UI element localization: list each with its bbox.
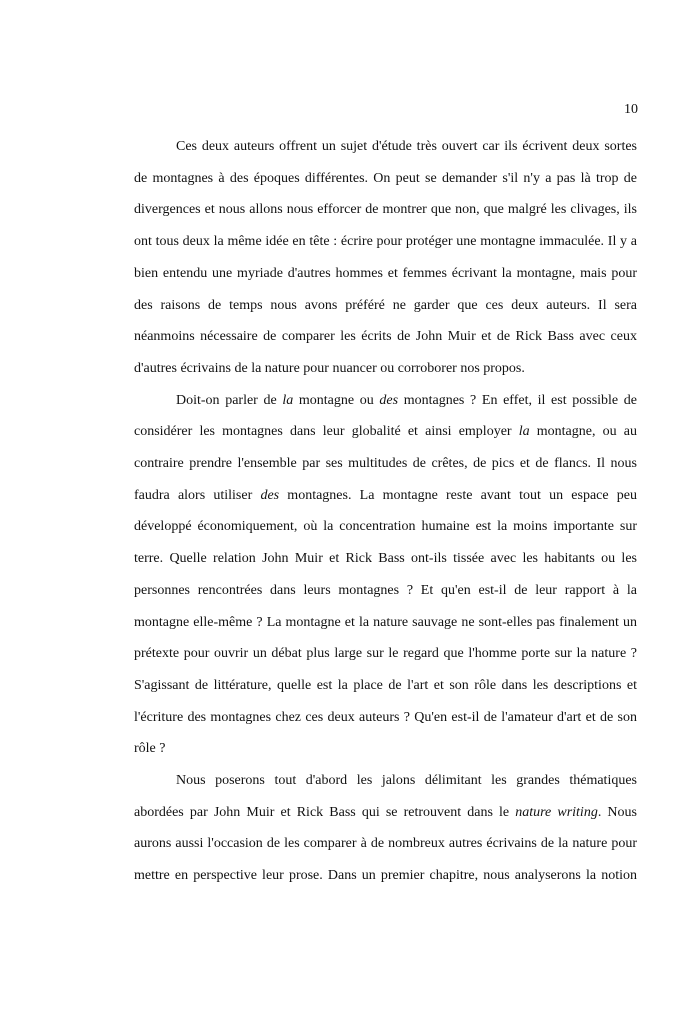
text-line: d'autres écrivains de la nature pour nuancer ou corroborer nos propos.	[134, 360, 525, 376]
text-line: divergences et nous allons nous efforcer de montrer que non, que malgré les clivages, ils	[134, 202, 637, 218]
italic-term: la	[282, 392, 294, 408]
italic-term: des	[379, 392, 399, 408]
text-line: contraire prendre l'ensemble par ses multitudes de crêtes, de pics et de flancs. Il nous	[134, 456, 637, 472]
text-line: terre. Quelle relation John Muir et Rick Bass ont-ils tissée avec les habitants ou les	[134, 551, 637, 567]
text-run: montagnes. La montagne reste avant tout un espace peu	[279, 487, 638, 503]
text-line: de montagnes à des époques différentes. On peut se demander s'il n'y a pas là trop de	[134, 170, 637, 186]
text-run: montagne ou	[293, 392, 380, 408]
text-run: montagne, ou au	[529, 424, 638, 440]
text-run: abordées par John Muir et Rick Bass qui se retrouvent dans le	[134, 804, 516, 820]
text-line	[134, 480, 637, 512]
italic-term: la	[518, 424, 530, 440]
text-run: considérer les montagnes dans leur globalité et ainsi employer	[134, 424, 519, 440]
text-run: montagnes ? En effet, il est possible de	[398, 392, 637, 408]
text-line: développé économiquement, où la concentration humaine est la moins importante sur	[134, 519, 637, 535]
page-number: 10	[624, 102, 638, 117]
text-run: faudra alors utiliser	[134, 487, 261, 503]
body-text	[134, 131, 637, 892]
text-line: montagne elle-même ? La montagne et la nature sauvage ne sont-elles pas finalement un	[134, 614, 637, 630]
italic-term: nature writing	[515, 804, 598, 820]
text-line	[134, 385, 637, 417]
text-line	[134, 797, 637, 829]
text-line: l'écriture des montagnes chez ces deux auteurs ? Qu'en est-il de l'amateur d'art et de son	[134, 709, 637, 725]
italic-term: des	[260, 487, 280, 503]
text-run: . Nous	[597, 804, 637, 820]
text-run: Doit-on parler de	[176, 392, 283, 408]
text-line: mettre en perspective leur prose. Dans un premier chapitre, nous analyserons la notion	[134, 868, 637, 884]
text-line: rôle ?	[134, 741, 166, 757]
paragraph-1	[134, 131, 637, 385]
text-line: personnes rencontrées dans leurs montagnes ? Et qu'en est-il de leur rapport à la	[134, 582, 637, 598]
text-line: néanmoins nécessaire de comparer les écrits de John Muir et de Rick Bass avec ceux	[134, 329, 637, 345]
text-line: bien entendu une myriade d'autres hommes et femmes écrivant la montagne, mais pour	[134, 265, 637, 281]
text-line	[134, 416, 637, 448]
text-line: S'agissant de littérature, quelle est la place de l'art et son rôle dans les descriptions et	[134, 677, 637, 693]
text-line: aurons aussi l'occasion de les comparer à de nombreux autres écrivains de la nature pour	[134, 836, 637, 852]
text-line: des raisons de temps nous avons préféré ne garder que ces deux auteurs. Il sera	[134, 297, 637, 313]
text-line: ont tous deux la même idée en tête : écrire pour protéger une montagne immaculée. Il y a	[134, 234, 637, 250]
text-line: Ces deux auteurs offrent un sujet d'étude très ouvert car ils écrivent deux sortes	[176, 139, 637, 154]
paragraph-2	[134, 385, 637, 765]
text-line: prétexte pour ouvrir un débat plus large sur le regard que l'homme porte sur la nature ?	[134, 646, 637, 662]
text-line: Nous poserons tout d'abord les jalons délimitant les grandes thématiques	[176, 773, 637, 789]
paragraph-3	[134, 765, 637, 892]
